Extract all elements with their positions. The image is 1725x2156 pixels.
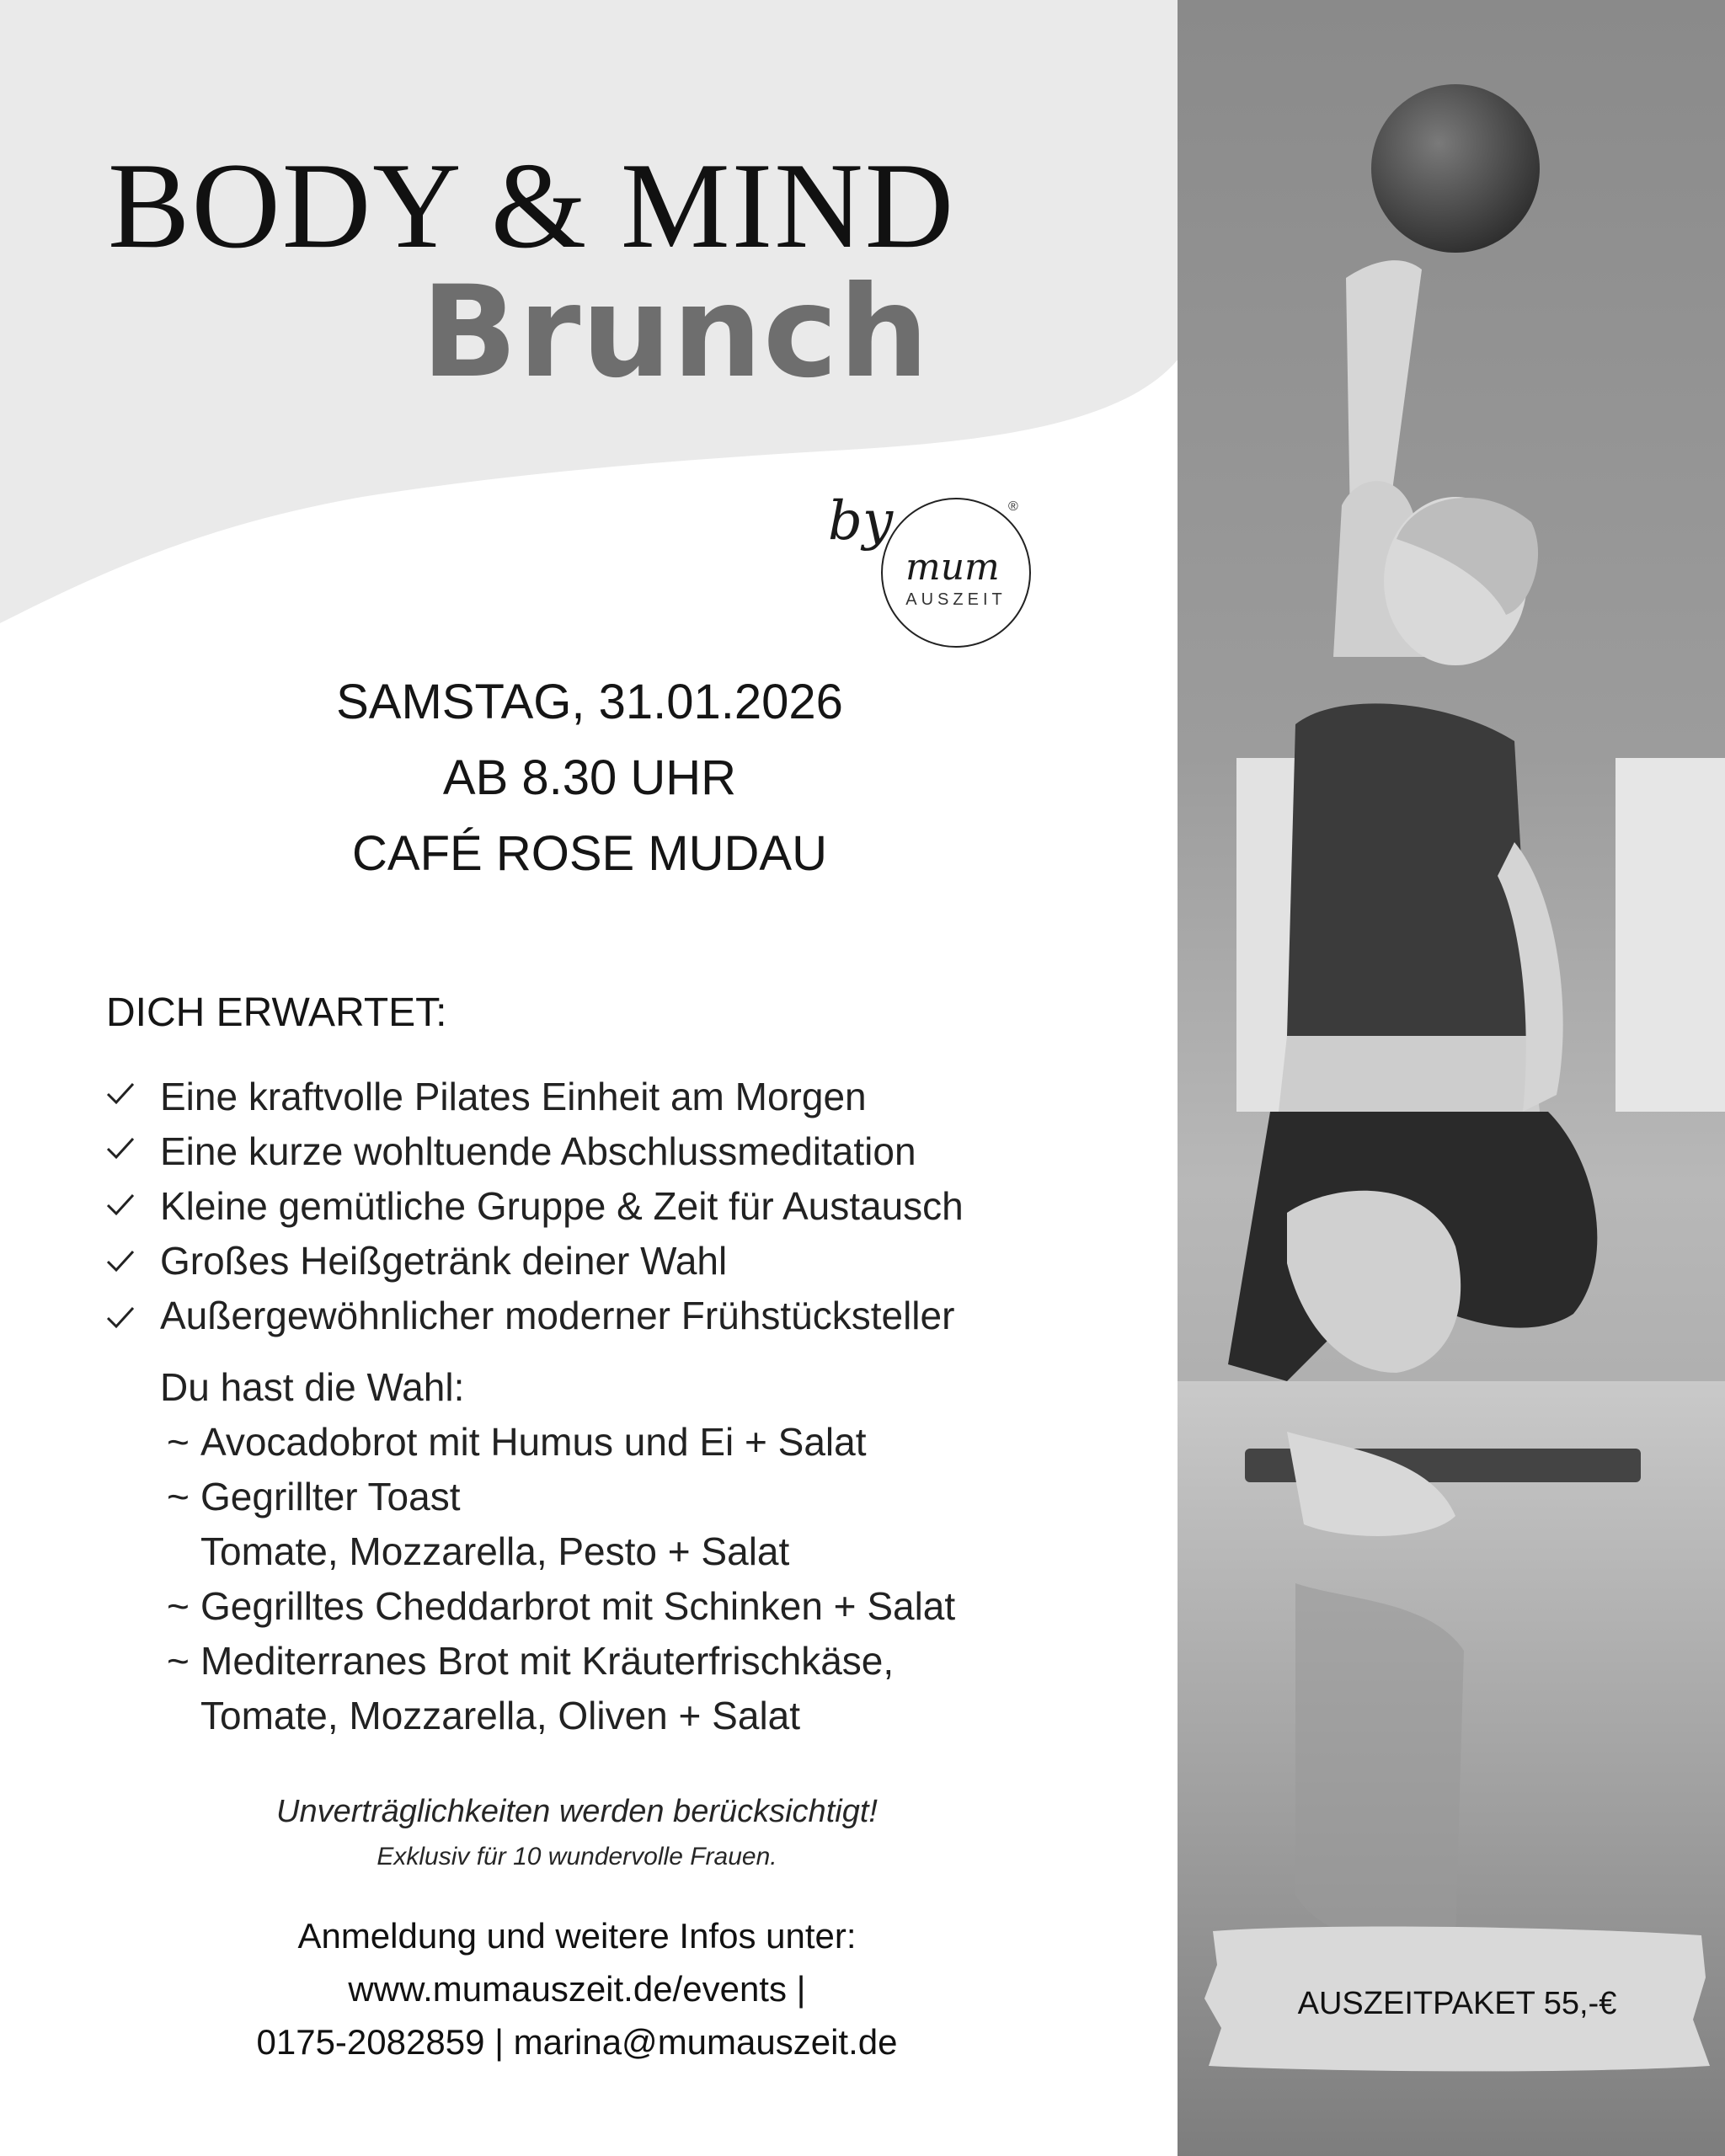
price-label: AUSZEITPAKET 55,-€ [1297, 1986, 1617, 2021]
contact-phone-email: 0175-2082859 | marina@mumauszeit.de [256, 2022, 898, 2062]
event-time: AB 8.30 UHR [442, 750, 737, 805]
tilde-marker: ~ [167, 1420, 190, 1464]
contact-website: www.mumauszeit.de/events | [348, 1969, 806, 2009]
checkmark-icon [104, 1293, 136, 1333]
title-brunch: Brunch [421, 259, 930, 406]
event-location: CAFÉ ROSE MUDAU [352, 826, 827, 881]
title-body-mind: BODY & MIND [108, 137, 956, 274]
tilde-marker: ~ [167, 1584, 190, 1628]
tilde-marker: ~ [167, 1639, 190, 1683]
note-exclusive: Exklusiv für 10 wundervolle Frauen. [377, 1843, 777, 1870]
checkmark-icon [104, 1129, 136, 1169]
contact-heading: Anmeldung und weitere Infos unter: [297, 1916, 857, 1956]
mum-auszeit-logo [821, 480, 1040, 657]
svg-text:AUSZEIT: AUSZEIT [905, 590, 1007, 609]
choice-item-continued: Tomate, Mozzarella, Pesto + Salat [200, 1529, 790, 1573]
checkmark-icon [104, 1074, 136, 1114]
pilates-photo [1178, 0, 1725, 2156]
checkmark-icon [104, 1183, 136, 1224]
section-heading-dich-erwartet: DICH ERWARTET: [106, 990, 447, 1035]
note-intolerances: Unverträglichkeiten werden berücksichtigt! [276, 1794, 878, 1829]
choice-item-continued: Tomate, Mozzarella, Oliven + Salat [200, 1694, 801, 1737]
svg-text:by: by [828, 490, 894, 552]
choice-intro: Du hast die Wahl: [160, 1365, 465, 1409]
svg-text:mum: mum [905, 546, 1000, 589]
svg-text:®: ® [1008, 499, 1018, 514]
tilde-marker: ~ [167, 1475, 190, 1518]
checkmark-icon [104, 1238, 136, 1278]
event-date: SAMSTAG, 31.01.2026 [336, 675, 843, 729]
